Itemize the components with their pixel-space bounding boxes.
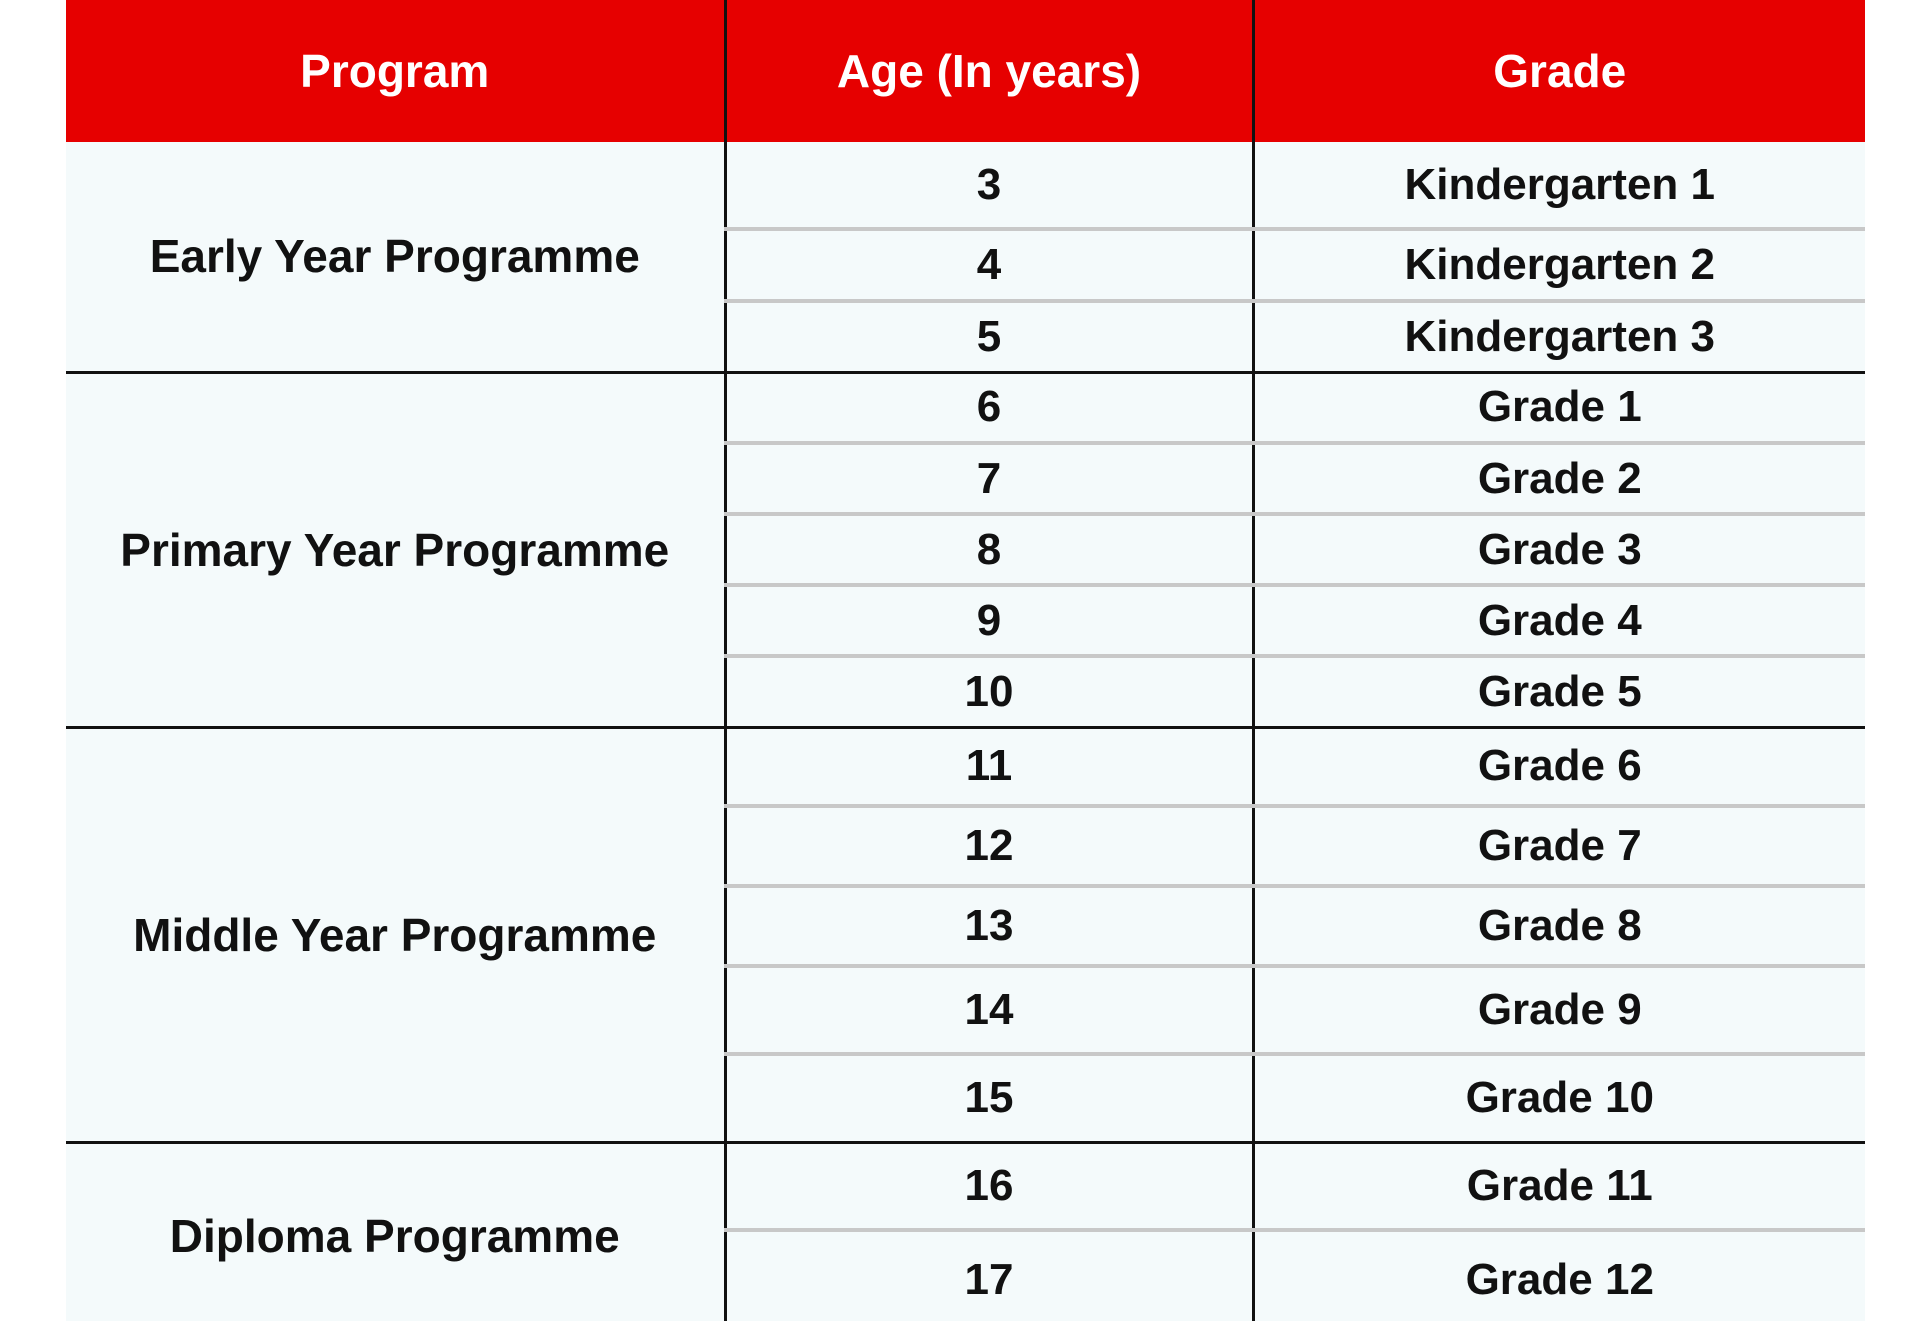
programme-grade-table (66, 0, 1865, 1321)
age-cell: 10 (725, 656, 1253, 727)
grade-cell: Kindergarten 2 (1253, 229, 1865, 301)
grade-cell: Grade 4 (1253, 585, 1865, 656)
grade-cell: Grade 10 (1253, 1054, 1865, 1142)
grade-cell: Grade 2 (1253, 443, 1865, 514)
age-cell: 5 (725, 301, 1253, 372)
table-row (66, 372, 1865, 443)
table-row (66, 727, 1865, 806)
age-cell: 6 (725, 372, 1253, 443)
grade-cell: Grade 5 (1253, 656, 1865, 727)
grade-cell: Grade 8 (1253, 886, 1865, 966)
age-cell: 15 (725, 1054, 1253, 1142)
age-cell: 11 (725, 727, 1253, 806)
age-cell: 3 (725, 142, 1253, 229)
grade-cell: Kindergarten 1 (1253, 142, 1865, 229)
age-cell: 7 (725, 443, 1253, 514)
age-cell: 4 (725, 229, 1253, 301)
grade-cell: Grade 9 (1253, 966, 1865, 1054)
grade-cell: Grade 1 (1253, 372, 1865, 443)
program-cell-middle-year: Middle Year Programme (66, 727, 725, 1142)
program-cell-early-year: Early Year Programme (66, 142, 725, 372)
age-cell: 16 (725, 1142, 1253, 1230)
program-cell-primary-year: Primary Year Programme (66, 372, 725, 727)
grade-cell: Kindergarten 3 (1253, 301, 1865, 372)
table-row (66, 1142, 1865, 1230)
header-program: Program (66, 0, 725, 142)
table-body (66, 142, 1865, 1321)
grade-cell: Grade 11 (1253, 1142, 1865, 1230)
grade-cell: Grade 7 (1253, 806, 1865, 886)
age-cell: 13 (725, 886, 1253, 966)
age-cell: 12 (725, 806, 1253, 886)
header-grade: Grade (1253, 0, 1865, 142)
table-header (66, 0, 1865, 142)
grade-cell: Grade 3 (1253, 514, 1865, 585)
age-cell: 8 (725, 514, 1253, 585)
grade-cell: Grade 6 (1253, 727, 1865, 806)
age-cell: 9 (725, 585, 1253, 656)
age-cell: 14 (725, 966, 1253, 1054)
age-cell: 17 (725, 1230, 1253, 1321)
program-cell-diploma: Diploma Programme (66, 1142, 725, 1321)
table-row (66, 142, 1865, 229)
grade-cell: Grade 12 (1253, 1230, 1865, 1321)
header-age: Age (In years) (725, 0, 1253, 142)
header-row (66, 0, 1865, 142)
